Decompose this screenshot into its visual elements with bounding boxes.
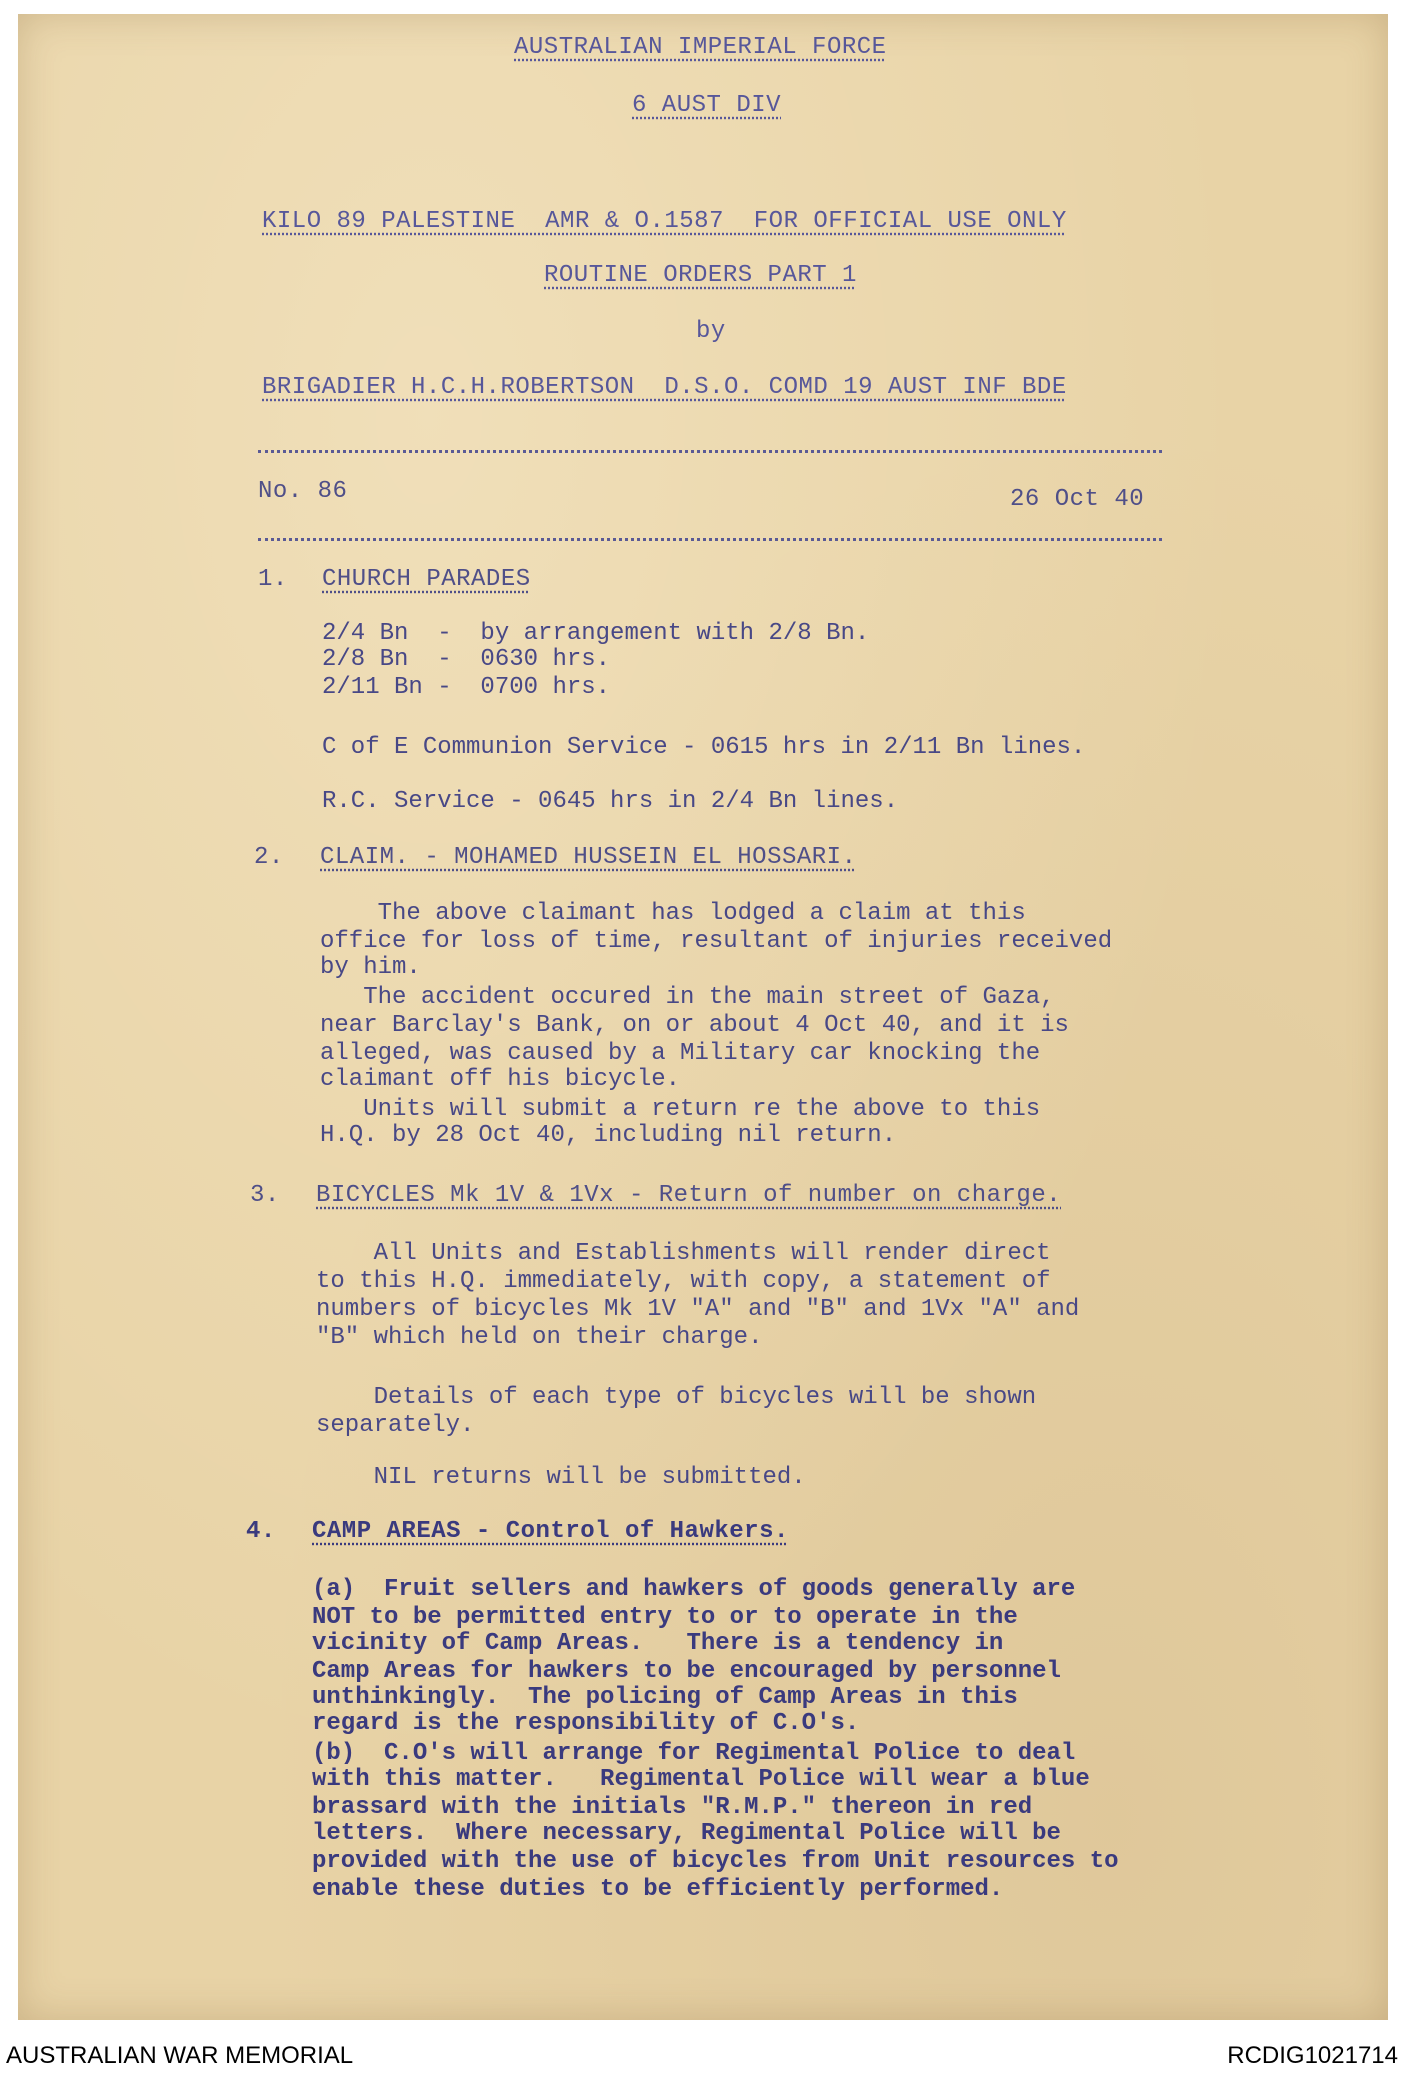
item-line: H.Q. by 28 Oct 40, including nil return. bbox=[320, 1122, 897, 1149]
divider-bottom bbox=[258, 538, 1162, 541]
item-number: 3. bbox=[250, 1182, 280, 1209]
item-line: regard is the responsibility of C.O's. bbox=[312, 1710, 860, 1737]
header-issuer: BRIGADIER H.C.H.ROBERTSON D.S.O. COMD 19 AUST INF BDE bbox=[262, 374, 1067, 401]
item-line: Camp Areas for hawkers to be encouraged by personnel bbox=[312, 1658, 1061, 1685]
order-date: 26 Oct 40 bbox=[1010, 486, 1145, 513]
item-line: vicinity of Camp Areas. There is a tendency in bbox=[312, 1630, 1004, 1657]
item-line: "B" which held on their charge. bbox=[316, 1324, 763, 1351]
header-orders-title: ROUTINE ORDERS PART 1 bbox=[544, 262, 857, 289]
item-paragraph: C of E Communion Service - 0615 hrs in 2/11 Bn lines. bbox=[322, 734, 1086, 761]
item-line: office for loss of time, resultant of injuries received bbox=[320, 928, 1113, 955]
item-title: CLAIM. - MOHAMED HUSSEIN EL HOSSARI. bbox=[320, 844, 857, 871]
item-line: by him. bbox=[320, 954, 421, 981]
item-title: CHURCH PARADES bbox=[322, 566, 531, 593]
item-paragraph: R.C. Service - 0645 hrs in 2/4 Bn lines. bbox=[322, 788, 899, 815]
item-line: 2/8 Bn - 0630 hrs. bbox=[322, 646, 611, 673]
item-line: brassard with the initials "R.M.P." thereon in red bbox=[312, 1794, 1033, 1821]
item-line: numbers of bicycles Mk 1V "A" and "B" and 1Vx "A" and bbox=[316, 1296, 1080, 1323]
footer-id: RCDIG1021714 bbox=[1227, 2042, 1398, 2069]
item-line: unthinkingly. The policing of Camp Areas in this bbox=[312, 1684, 1018, 1711]
item-line: The accident occured in the main street of Gaza, bbox=[320, 984, 1055, 1011]
item-line: (b) C.O's will arrange for Regimental Police to deal bbox=[312, 1740, 1076, 1767]
item-paragraph: separately. bbox=[316, 1412, 475, 1439]
divider-top bbox=[258, 450, 1162, 453]
item-line: provided with the use of bicycles from Unit resources to bbox=[312, 1848, 1119, 1875]
item-number: 2. bbox=[254, 844, 284, 871]
item-number: 4. bbox=[246, 1518, 276, 1545]
item-paragraph: NIL returns will be submitted. bbox=[316, 1464, 806, 1491]
item-line: enable these duties to be efficiently performed. bbox=[312, 1876, 1004, 1903]
item-line: Units will submit a return re the above to this bbox=[320, 1096, 1041, 1123]
item-line: NOT to be permitted entry to or to operate in the bbox=[312, 1604, 1018, 1631]
item-line: All Units and Establishments will render direct bbox=[316, 1240, 1051, 1267]
item-line: near Barclay's Bank, on or about 4 Oct 40, and it is bbox=[320, 1012, 1069, 1039]
header-by: by bbox=[696, 318, 726, 345]
item-line: with this matter. Regimental Police will wear a blue bbox=[312, 1766, 1090, 1793]
item-number: 1. bbox=[258, 566, 288, 593]
order-number: No. 86 bbox=[258, 478, 348, 505]
item-title: CAMP AREAS - Control of Hawkers. bbox=[312, 1518, 789, 1545]
item-line: 2/11 Bn - 0700 hrs. bbox=[322, 674, 611, 701]
item-line: The above claimant has lodged a claim at this bbox=[320, 900, 1026, 927]
footer-source: AUSTRALIAN WAR MEMORIAL bbox=[6, 2042, 354, 2069]
item-line: (a) Fruit sellers and hawkers of goods generally are bbox=[312, 1576, 1076, 1603]
item-line: to this H.Q. immediately, with copy, a statement of bbox=[316, 1268, 1051, 1295]
header-division: 6 AUST DIV bbox=[632, 92, 782, 119]
item-title: BICYCLES Mk 1V & 1Vx - Return of number on charge. bbox=[316, 1182, 1062, 1209]
item-line: 2/4 Bn - by arrangement with 2/8 Bn. bbox=[322, 620, 870, 647]
item-line: alleged, was caused by a Military car knocking the bbox=[320, 1040, 1041, 1067]
header-force: AUSTRALIAN IMPERIAL FORCE bbox=[514, 34, 887, 61]
item-paragraph: Details of each type of bicycles will be shown bbox=[316, 1384, 1037, 1411]
item-line: claimant off his bicycle. bbox=[320, 1066, 681, 1093]
item-line: letters. Where necessary, Regimental Police will be bbox=[312, 1820, 1061, 1847]
header-location: KILO 89 PALESTINE AMR & O.1587 FOR OFFICIAL USE ONLY bbox=[262, 208, 1067, 235]
